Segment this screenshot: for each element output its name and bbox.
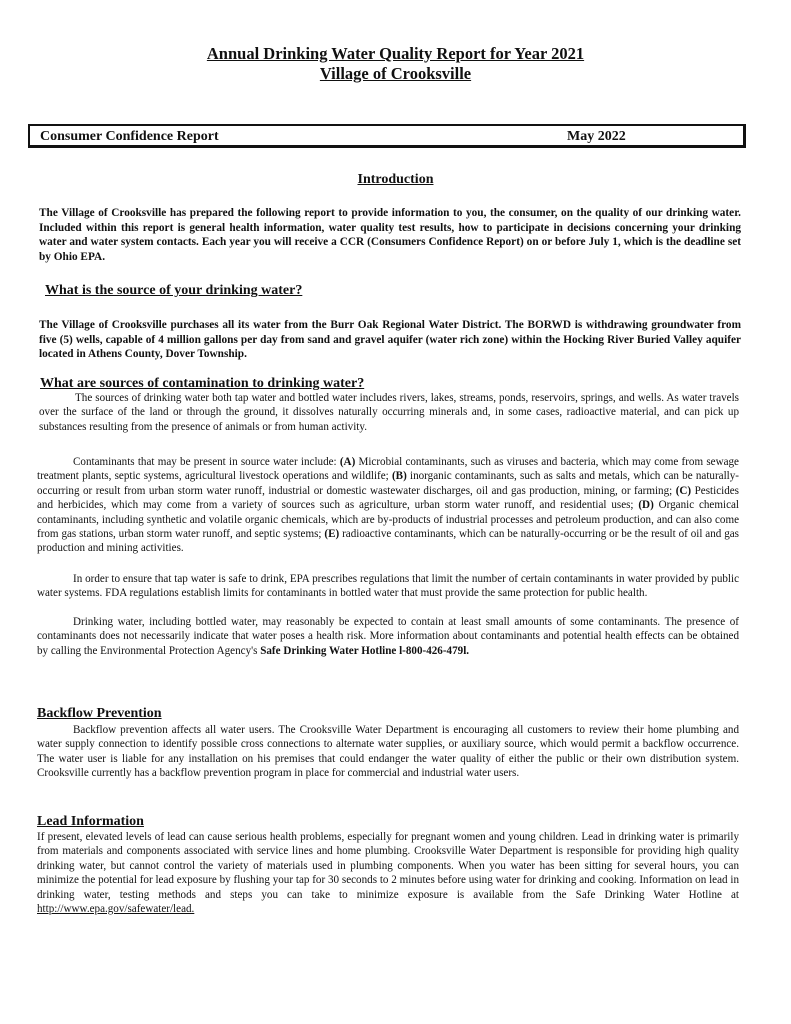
pesticides-text: Pesticides and herbicides, which may come from a variety of sources such as agriculture, urban storm water runoff, and residential uses; [37,484,739,512]
drinking-water-paragraph [37,615,739,658]
ccr-label: Consumer Confidence Report [40,129,219,144]
report-title: Annual Drinking Water Quality Report for Year 2021 [206,44,585,63]
backflow-heading: Backflow Prevention [37,706,162,721]
epa-lead-link[interactable]: http://www.epa.gov/safewater/lead. [37,903,195,916]
organic-text: Organic chemical contaminants, including synthetic and volatile organic chemicals, which are by-products of industrial processes and petroleum production, and can also come from gas stations, urban storm water runoff, and septic systems; [37,499,739,541]
drinking-water-text: Drinking water, including bottled water, may reasonably be expected to contain at least small amounts of some contaminants. The presence of contaminants does not necessarily indicate that water poses a health risk. More information about contaminants and potential health effects can be obtained by calling the Environmental Protection Agency's [37,616,739,657]
marker-e: (E) [324,528,340,541]
contamination-heading: What are sources of contamination to drinking water? [40,376,365,391]
ccr-banner [28,124,746,148]
microbial-text: Microbial contaminants, such as viruses and bacteria, which may come from sewage treatment plants, septic systems, agricultural livestock operations and wildlife; [37,456,739,483]
contaminants-list-paragraph [37,455,739,556]
lead-text: If present, elevated levels of lead can cause serious health problems, especially for pregnant women and young children. Lead in drinking water is primarily from materials and components associated with service lines and home plumbing. Crooksville Water Department is responsible for providing high quality drinking water, but cannot control the variety of materials used in plumbing components. When you water has been sitting for several hours, you can minimize the potential for lead exposure by flushing your tap for 30 seconds to 2 minutes before using water for drinking and cooking. Information on lead in drinking water, testing methods and steps you can take to minimize exposure is available from the Safe Drinking Water Hotline at [37,831,739,901]
source-text: The Village of Crooksville purchases all its water from the Burr Oak Regional Water District. The BORWD is withdrawing groundwater from five (5) wells, capable of 4 million gallons per day from sand and gravel aquifer (water rich zone) within the Hocking River Buried Valley aquifer located in Athens County, Dover Township. [39,319,741,361]
lead-paragraph [37,830,739,916]
hotline-number: Safe Drinking Water Hotline l-800-426-479l. [260,644,470,657]
marker-c: (C) [675,484,692,497]
village-name: Village of Crooksville [319,64,472,83]
marker-d: (D) [638,499,654,512]
introduction-heading: Introduction [357,172,434,187]
source-heading: What is the source of your drinking water? [45,283,303,298]
marker-a: (A) [339,456,356,468]
ccr-date: May 2022 [567,129,626,144]
lead-heading: Lead Information [37,814,144,829]
marker-b: (B) [391,470,407,483]
backflow-text: Backflow prevention affects all water users. The Crooksville Water Department is encouraging all customers to review their home plumbing and water supply connection to identify possible cross connections to alternate water supplies, or auxiliary source, which would permit a backflow occurrence. The water user is liable for any installation on his premises that could endanger the water quality of either the public or their own distribution system. Crooksville currently has a backflow prevention program in place for commercial and industrial water users. [37,724,739,780]
radioactive-text: radioactive contaminants, which can be naturally-occurring or be the result of oil and gas production and mining activities. [37,528,739,555]
introduction-text: The Village of Crooksville has prepared the following report to provide information to you, the consumer, on the quality of our drinking water. Included within this report is general health information, water quality test results, how to participate in decisions concerning your drinking water and water system contacts. Each year you will receive a CCR (Consumers Confidence Report) on or before July 1, which is the deadline set by Ohio EPA. [39,207,741,263]
epa-regulations-paragraph: In order to ensure that tap water is safe to drink, EPA prescribes regulations that limit the number of certain contaminants in water provided by public water systems. FDA regulations establish limits for contaminants in bottled water that must provide the same protection for public health. [37,573,739,600]
contamination-paragraph-1: The sources of drinking water both tap water and bottled water includes rivers, lakes, streams, ponds, reservoirs, springs, and wells. As water travels over the surface of the land or through the ground, it dissolves naturally occurring minerals and, in some cases, radioactive material, and can pick up substances resulting from the presence of animals or from human activity. [39,392,739,433]
contaminants-intro: Contaminants that may be present in source water include: [73,456,340,468]
inorganic-text: inorganic contaminants, such as salts and metals, which can be naturally-occurring or result from urban storm water runoff, industrial or domestic wastewater discharges, oil and gas production, mining, or farming; [37,470,740,497]
